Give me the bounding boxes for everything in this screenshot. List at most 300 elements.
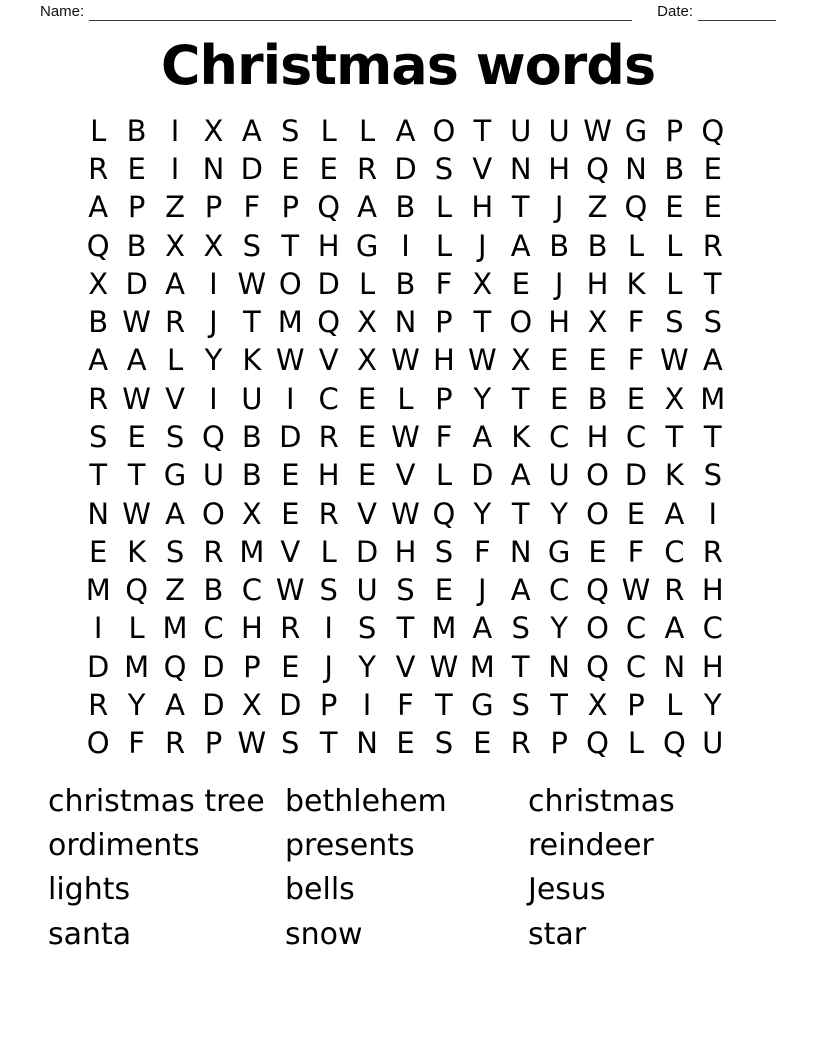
grid-cell: D: [624, 458, 648, 493]
grid-cell: D: [317, 266, 340, 301]
grid-cell: V: [165, 381, 185, 416]
grid-cell: S: [242, 228, 262, 263]
grid-cell: W: [621, 573, 651, 608]
grid-cell: F: [243, 190, 261, 225]
grid-cell: X: [203, 113, 224, 148]
grid-cell: D: [87, 649, 110, 684]
grid-cell: E: [665, 190, 684, 225]
grid-cell: N: [356, 726, 378, 761]
grid-cell: L: [358, 266, 376, 301]
grid-cell: N: [202, 151, 225, 186]
grid-cell: I: [324, 611, 333, 646]
grid-cell: Z: [165, 573, 185, 608]
grid-cell: S: [281, 726, 300, 761]
grid-cell: W: [122, 381, 151, 416]
grid-cell: C: [203, 611, 224, 646]
grid-cell: S: [511, 688, 530, 723]
grid-cell: S: [165, 534, 185, 569]
grid-cell: T: [511, 649, 530, 684]
grid-cell: K: [242, 343, 262, 378]
grid-cell: A: [88, 343, 109, 378]
grid-cell: F: [435, 419, 453, 454]
grid-cell: S: [281, 113, 300, 148]
word-list-item: christmas tree: [48, 783, 265, 819]
word-list-item: snow: [285, 916, 363, 952]
grid-cell: A: [165, 266, 185, 301]
grid-cell: E: [473, 726, 492, 761]
grid-cell: X: [510, 343, 531, 378]
grid-cell: A: [165, 688, 185, 723]
grid-cell: X: [241, 688, 262, 723]
grid-cell: Q: [662, 726, 686, 761]
grid-cell: D: [202, 688, 225, 723]
grid-cell: J: [554, 266, 564, 301]
grid-cell: S: [703, 305, 722, 340]
grid-cell: Q: [586, 151, 609, 186]
grid-cell: H: [586, 266, 609, 301]
grid-cell: T: [396, 611, 415, 646]
grid-cell: Y: [358, 649, 376, 684]
grid-cell: J: [209, 305, 218, 340]
grid-cell: T: [511, 190, 530, 225]
grid-cell: A: [702, 343, 723, 378]
grid-cell: Y: [703, 688, 722, 723]
grid-cell: C: [625, 649, 647, 684]
word-list-item: christmas: [528, 783, 675, 819]
grid-cell: A: [510, 458, 531, 493]
grid-cell: F: [627, 305, 645, 340]
grid-cell: I: [401, 228, 410, 263]
grid-cell: A: [472, 419, 493, 454]
grid-cell: X: [203, 228, 224, 263]
grid-cell: T: [319, 726, 338, 761]
grid-cell: B: [241, 419, 262, 454]
grid-cell: P: [435, 381, 453, 416]
grid-cell: L: [435, 190, 452, 225]
grid-cell: M: [469, 649, 495, 684]
grid-cell: A: [126, 343, 147, 378]
grid-cell: E: [281, 496, 300, 531]
grid-cell: M: [277, 305, 303, 340]
grid-cell: C: [625, 419, 647, 454]
grid-cell: S: [165, 419, 185, 454]
grid-cell: N: [394, 305, 417, 340]
grid-cell: T: [89, 458, 108, 493]
grid-cell: S: [88, 419, 108, 454]
grid-cell: V: [395, 458, 416, 493]
grid-cell: I: [285, 381, 295, 416]
grid-cell: I: [209, 381, 218, 416]
grid-cell: Y: [204, 343, 223, 378]
word-list-item: ordiments: [48, 828, 200, 864]
grid-cell: M: [700, 381, 726, 416]
grid-cell: L: [435, 228, 452, 263]
grid-cell: C: [549, 573, 570, 608]
grid-cell: G: [547, 534, 571, 569]
grid-cell: P: [435, 305, 453, 340]
grid-cell: R: [88, 688, 109, 723]
word-list-item: santa: [48, 916, 132, 952]
grid-cell: C: [241, 573, 262, 608]
word-list-item: presents: [285, 828, 415, 864]
grid-cell: E: [281, 151, 300, 186]
grid-cell: W: [583, 113, 612, 148]
grid-cell: F: [627, 534, 645, 569]
grid-cell: W: [122, 305, 151, 340]
word-list-column: [285, 779, 528, 957]
grid-cell: Y: [473, 496, 492, 531]
grid-cell: E: [281, 649, 300, 684]
grid-cell: H: [317, 228, 340, 263]
grid-cell: O: [586, 496, 609, 531]
grid-cell: L: [358, 113, 376, 148]
grid-cell: E: [703, 190, 722, 225]
grid-cell: F: [627, 343, 645, 378]
grid-cell: I: [209, 266, 218, 301]
word-search-grid: [79, 112, 732, 763]
grid-cell: P: [665, 113, 684, 148]
grid-cell: Q: [202, 419, 225, 454]
date-fill-line: [698, 4, 776, 21]
grid-cell: R: [664, 573, 685, 608]
word-list-item: reindeer: [528, 828, 654, 864]
grid-cell: E: [511, 266, 530, 301]
grid-cell: M: [162, 611, 188, 646]
grid-cell: F: [435, 266, 453, 301]
grid-cell: B: [587, 228, 608, 263]
grid-cell: I: [93, 611, 103, 646]
grid-cell: N: [548, 649, 570, 684]
grid-cell: B: [203, 573, 224, 608]
grid-cell: C: [549, 419, 570, 454]
grid-cell: R: [702, 534, 723, 569]
name-label: Name:: [40, 3, 85, 20]
grid-cell: W: [122, 496, 151, 531]
grid-cell: T: [511, 496, 530, 531]
grid-cell: J: [324, 649, 333, 684]
grid-cell: E: [127, 419, 146, 454]
grid-cell: Q: [317, 305, 341, 340]
word-list-item: star: [528, 916, 587, 952]
grid-cell: A: [88, 190, 109, 225]
word-list-item: bethlehem: [285, 783, 447, 819]
grid-cell: Y: [473, 381, 492, 416]
date-label: Date:: [657, 3, 693, 20]
grid-cell: H: [548, 305, 571, 340]
grid-cell: T: [665, 419, 684, 454]
grid-cell: A: [165, 496, 185, 531]
grid-cell: Q: [624, 190, 648, 225]
grid-cell: K: [664, 458, 684, 493]
grid-cell: M: [124, 649, 150, 684]
grid-cell: A: [472, 611, 493, 646]
grid-cell: T: [511, 381, 530, 416]
grid-cell: W: [467, 343, 497, 378]
grid-cell: D: [240, 151, 264, 186]
grid-cell: H: [701, 649, 724, 684]
grid-cell: E: [549, 381, 569, 416]
grid-cell: B: [126, 113, 147, 148]
grid-cell: E: [127, 151, 146, 186]
grid-cell: J: [478, 573, 487, 608]
grid-cell: T: [703, 419, 722, 454]
grid-cell: N: [625, 151, 647, 186]
grid-cell: L: [320, 113, 337, 148]
grid-cell: X: [587, 305, 608, 340]
grid-cell: K: [511, 419, 531, 454]
grid-cell: H: [586, 419, 609, 454]
grid-cell: Q: [586, 573, 609, 608]
grid-cell: H: [548, 151, 571, 186]
grid-cell: R: [280, 611, 301, 646]
grid-cell: W: [275, 343, 305, 378]
grid-cell: F: [473, 534, 491, 569]
grid-cell: P: [243, 649, 261, 684]
grid-cell: D: [471, 458, 494, 493]
grid-cell: L: [627, 228, 645, 263]
grid-cell: L: [90, 113, 107, 148]
grid-cell: E: [626, 381, 646, 416]
grid-cell: B: [587, 381, 608, 416]
grid-cell: U: [356, 573, 378, 608]
grid-cell: A: [357, 190, 377, 225]
grid-cell: B: [549, 228, 570, 263]
grid-cell: Q: [586, 649, 609, 684]
grid-cell: W: [391, 419, 420, 454]
grid-cell: O: [509, 305, 533, 340]
grid-cell: E: [89, 534, 108, 569]
grid-cell: X: [165, 228, 185, 263]
grid-cell: U: [202, 458, 225, 493]
grid-cell: S: [434, 534, 454, 569]
grid-cell: P: [627, 688, 645, 723]
grid-cell: W: [237, 266, 267, 301]
grid-cell: X: [472, 266, 493, 301]
grid-cell: O: [202, 496, 225, 531]
grid-cell: W: [275, 573, 305, 608]
grid-cell: Q: [701, 113, 725, 148]
grid-cell: U: [702, 726, 724, 761]
word-list-column: [528, 779, 768, 957]
grid-cell: E: [357, 458, 377, 493]
grid-cell: O: [586, 611, 609, 646]
grid-cell: O: [86, 726, 110, 761]
grid-cell: S: [434, 151, 454, 186]
grid-cell: B: [241, 458, 262, 493]
grid-cell: D: [279, 688, 302, 723]
word-list-item: Jesus: [528, 872, 606, 908]
grid-cell: M: [239, 534, 265, 569]
grid-cell: F: [128, 726, 145, 761]
grid-cell: G: [163, 458, 187, 493]
grid-cell: B: [126, 228, 147, 263]
grid-cell: K: [127, 534, 147, 569]
grid-cell: D: [279, 419, 302, 454]
grid-cell: X: [241, 496, 262, 531]
grid-cell: R: [88, 381, 109, 416]
grid-cell: K: [626, 266, 646, 301]
grid-cell: G: [624, 113, 648, 148]
grid-cell: C: [625, 611, 647, 646]
grid-cell: L: [397, 381, 414, 416]
grid-cell: H: [240, 611, 263, 646]
grid-cell: X: [357, 305, 378, 340]
grid-cell: L: [435, 458, 452, 493]
grid-cell: C: [318, 381, 339, 416]
grid-cell: D: [125, 266, 148, 301]
word-list: [48, 779, 768, 957]
grid-cell: S: [357, 611, 377, 646]
grid-cell: Q: [163, 649, 187, 684]
grid-cell: Q: [432, 496, 456, 531]
grid-cell: A: [510, 228, 531, 263]
grid-cell: T: [703, 266, 722, 301]
grid-cell: I: [708, 496, 718, 531]
grid-cell: G: [355, 228, 379, 263]
grid-cell: W: [660, 343, 689, 378]
grid-cell: E: [357, 381, 377, 416]
grid-cell: L: [166, 343, 184, 378]
grid-cell: R: [510, 726, 531, 761]
grid-cell: H: [701, 573, 724, 608]
grid-cell: E: [626, 496, 646, 531]
grid-cell: B: [395, 190, 416, 225]
grid-cell: E: [319, 151, 338, 186]
grid-cell: N: [663, 649, 686, 684]
grid-cell: E: [281, 458, 300, 493]
grid-cell: E: [434, 573, 454, 608]
grid-cell: W: [391, 496, 420, 531]
grid-cell: E: [703, 151, 722, 186]
name-fill-line: [89, 4, 632, 21]
grid-cell: L: [128, 611, 145, 646]
grid-cell: J: [478, 228, 487, 263]
word-list-item: lights: [48, 872, 131, 908]
grid-cell: I: [170, 151, 180, 186]
grid-cell: L: [666, 266, 683, 301]
grid-cell: R: [318, 419, 339, 454]
header: [40, 3, 776, 21]
grid-cell: T: [550, 688, 568, 723]
grid-cell: H: [394, 534, 417, 569]
grid-cell: I: [170, 113, 180, 148]
grid-cell: P: [319, 688, 338, 723]
grid-cell: O: [432, 113, 456, 148]
grid-cell: A: [241, 113, 262, 148]
grid-cell: Q: [125, 573, 149, 608]
grid-cell: O: [586, 458, 609, 493]
grid-cell: Y: [127, 688, 146, 723]
grid-cell: L: [627, 726, 645, 761]
grid-cell: E: [588, 343, 607, 378]
grid-cell: W: [237, 726, 267, 761]
grid-cell: B: [664, 151, 685, 186]
grid-cell: T: [473, 305, 492, 340]
grid-cell: S: [319, 573, 338, 608]
grid-cell: A: [510, 573, 531, 608]
grid-cell: R: [88, 151, 109, 186]
grid-cell: R: [702, 228, 723, 263]
grid-cell: S: [396, 573, 415, 608]
grid-cell: N: [509, 534, 532, 569]
grid-cell: V: [395, 649, 416, 684]
grid-cell: V: [280, 534, 301, 569]
grid-cell: A: [664, 611, 685, 646]
page-title: Christmas words: [160, 34, 656, 97]
grid-cell: X: [357, 343, 378, 378]
grid-cell: B: [395, 266, 416, 301]
grid-cell: H: [471, 190, 494, 225]
grid-cell: S: [511, 611, 530, 646]
grid-cell: J: [554, 190, 564, 225]
grid-cell: Y: [550, 496, 568, 531]
grid-cell: D: [394, 151, 417, 186]
grid-cell: P: [204, 726, 223, 761]
grid-cell: T: [242, 305, 261, 340]
grid-cell: Y: [550, 611, 568, 646]
grid-cell: T: [127, 458, 146, 493]
grid-cell: Q: [586, 726, 609, 761]
grid-cell: V: [318, 343, 339, 378]
grid-cell: G: [471, 688, 494, 723]
grid-cell: R: [164, 726, 186, 761]
grid-cell: L: [320, 534, 337, 569]
grid-cell: M: [431, 611, 457, 646]
grid-cell: P: [550, 726, 568, 761]
grid-cell: U: [548, 113, 570, 148]
grid-cell: C: [664, 534, 685, 569]
grid-cell: V: [472, 151, 493, 186]
grid-cell: E: [396, 726, 415, 761]
grid-cell: R: [203, 534, 224, 569]
grid-cell: D: [202, 649, 225, 684]
grid-cell: R: [164, 305, 186, 340]
grid-cell: W: [429, 649, 459, 684]
grid-cell: L: [666, 688, 683, 723]
grid-cell: S: [434, 726, 454, 761]
grid-cell: E: [549, 343, 569, 378]
grid-cell: E: [357, 419, 377, 454]
grid-cell: A: [664, 496, 685, 531]
grid-cell: S: [665, 305, 684, 340]
grid-cell: X: [664, 381, 685, 416]
grid-cell: U: [548, 458, 570, 493]
grid-cell: V: [357, 496, 377, 531]
grid-cell: N: [509, 151, 532, 186]
grid-cell: U: [510, 113, 532, 148]
grid-cell: N: [87, 496, 110, 531]
grid-cell: H: [317, 458, 340, 493]
grid-cell: F: [397, 688, 414, 723]
word-list-column: [48, 779, 285, 957]
grid-cell: T: [473, 113, 492, 148]
grid-cell: U: [241, 381, 263, 416]
grid-cell: X: [88, 266, 109, 301]
grid-cell: Q: [317, 190, 341, 225]
grid-cell: T: [281, 228, 300, 263]
grid-cell: M: [85, 573, 111, 608]
grid-cell: R: [318, 496, 339, 531]
grid-cell: D: [355, 534, 379, 569]
grid-cell: W: [391, 343, 420, 378]
grid-cell: Z: [587, 190, 608, 225]
grid-cell: T: [435, 688, 453, 723]
word-list-item: bells: [285, 872, 355, 908]
grid-cell: R: [357, 151, 378, 186]
grid-cell: O: [278, 266, 302, 301]
grid-cell: I: [362, 688, 372, 723]
grid-cell: C: [702, 611, 723, 646]
